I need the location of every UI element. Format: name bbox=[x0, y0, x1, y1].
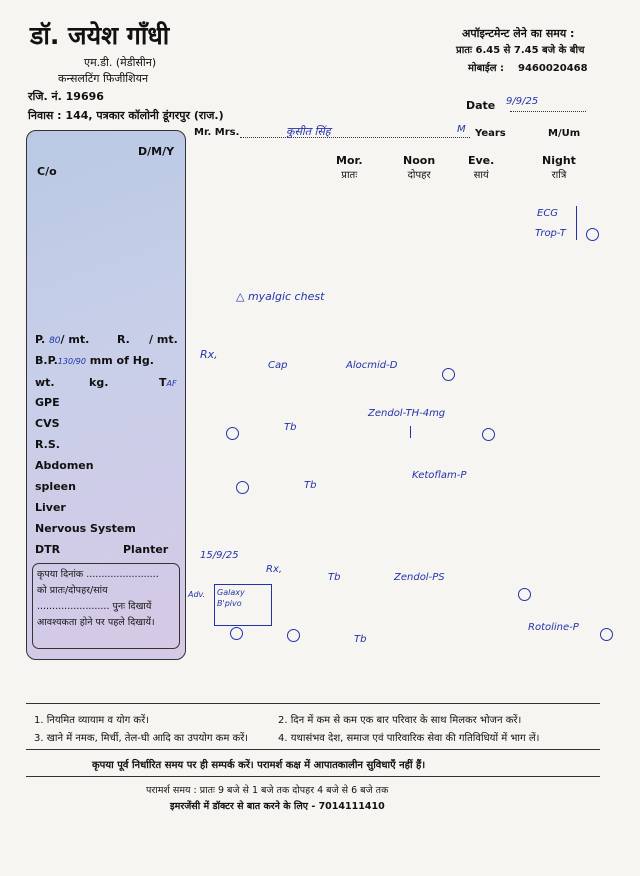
advice-bottom-rule bbox=[26, 776, 600, 777]
rs-label: R.S. bbox=[35, 438, 60, 451]
advice-1: 1. नियमित व्यायाम व योग करें। bbox=[34, 715, 149, 726]
weight-label: wt. bbox=[35, 376, 55, 389]
dmy-label: D/M/Y bbox=[138, 145, 175, 158]
sex-label: M/Um bbox=[548, 128, 581, 139]
date-value: 9/9/25 bbox=[506, 96, 539, 107]
drug-2-circle bbox=[226, 427, 239, 440]
co-label: C/o bbox=[37, 165, 57, 178]
slot-evening: Eve. सायं bbox=[468, 154, 495, 181]
note-divider bbox=[576, 206, 577, 240]
abdomen-label: Abdomen bbox=[35, 459, 94, 472]
note-rx: Rx, bbox=[200, 348, 218, 361]
emergency-contact: इमरजेंसी में डॉक्टर से बात करने के लिए - 7014111410 bbox=[170, 801, 385, 812]
clinic-address: निवास : 144, पत्रकार कॉलोनी डूंगरपुर (राज.) bbox=[28, 109, 224, 122]
years-label: Years bbox=[475, 128, 506, 139]
temp-label: TAF bbox=[159, 376, 177, 389]
kg-label: kg. bbox=[89, 376, 109, 389]
drug-3-circle bbox=[236, 481, 249, 494]
consult-hours: परामर्श समय : प्रातः 9 बजे से 1 बजे तक दोपहर 4 बजे से 6 बजे तक bbox=[146, 785, 389, 796]
resp-label: R. / mt. bbox=[117, 333, 178, 346]
cvs-label: CVS bbox=[35, 417, 60, 430]
drug-2-tab: Tb bbox=[284, 422, 297, 433]
appointment-note: कृपया पूर्व निर्धारित समय पर ही सम्पर्क करें। परामर्श कक्ष में आपातकालीन सुविधाएँ नहीं हैं। bbox=[92, 760, 426, 771]
note-rx-2: Rx, bbox=[266, 564, 283, 575]
mobile-label: मोबाईल : bbox=[468, 63, 505, 74]
note-drug-4: Zendol-PS bbox=[394, 572, 445, 583]
patient-label: Mr. Mrs. bbox=[194, 127, 240, 138]
note-cap: Cap bbox=[268, 360, 288, 371]
drug-3-tab: Tb bbox=[304, 480, 317, 491]
drug-2-dose-mark bbox=[410, 426, 411, 438]
doctor-degree: एम.डी. (मेडीसीन) bbox=[84, 56, 157, 69]
slot-morning: Mor. प्रातः bbox=[336, 154, 363, 181]
drug-2-dose-circle bbox=[482, 428, 495, 441]
advice-mid-rule bbox=[26, 749, 600, 750]
date-label: Date bbox=[466, 99, 496, 112]
appointment-timing: प्रातः 6.45 से 7.45 बजे के बीच bbox=[456, 45, 585, 56]
slot-night: Night रात्रि bbox=[542, 154, 576, 181]
mobile-row bbox=[468, 60, 588, 74]
followup-line-3: ........................ पुनः दिखायें bbox=[37, 601, 152, 612]
followup-box bbox=[32, 563, 180, 649]
bp-label: B.P.130/90 mm of Hg. bbox=[35, 354, 154, 367]
advice-4: 4. यथासंभव देश, समाज एवं पारिवारिक सेवा की गतिविधियों में भाग लें। bbox=[278, 733, 540, 744]
doctor-name: डॉ. जयेश गाँधी bbox=[30, 21, 170, 50]
note-circle-2 bbox=[287, 629, 300, 642]
followup-line-2: को प्रातः/दोपहर/सांय bbox=[37, 585, 108, 596]
note-ecg: ECG bbox=[537, 208, 559, 219]
followup-line-4: आवश्यकता होने पर पहले दिखायें। bbox=[37, 617, 155, 628]
note-tab: Tb bbox=[328, 572, 341, 583]
planter-label: Planter bbox=[123, 543, 169, 556]
note-trop: Trop-T bbox=[535, 228, 566, 239]
advice-2: 2. दिन में कम से कम एक बार परिवार के साथ मिलकर भोजन करें। bbox=[278, 715, 522, 726]
note-date-2: 15/9/25 bbox=[200, 550, 239, 561]
drug-1-dose-circle bbox=[442, 368, 455, 381]
note-drug-5: Rotoline-P bbox=[528, 622, 579, 633]
dtr-label: DTR bbox=[35, 543, 61, 556]
note-drug-2: Zendol-TH-4mg bbox=[368, 408, 446, 419]
patient-name: कुसीत सिंह bbox=[286, 125, 331, 138]
adv-circle bbox=[230, 627, 243, 640]
note-circle-mark bbox=[586, 228, 599, 241]
nervous-system-label: Nervous System bbox=[35, 522, 136, 535]
doctor-specialty: कन्सलटिंग फिजीशियन bbox=[58, 72, 149, 85]
advice-3: 3. खाने में नमक, मिर्ची, तेल-घी आदि का उपयोग कम करें। bbox=[34, 733, 249, 744]
gpe-label: GPE bbox=[35, 396, 60, 409]
note-drug-3: Ketoflam-P bbox=[412, 470, 467, 481]
mobile-number: 9460020468 bbox=[517, 63, 588, 74]
note-diagnosis: △ myalgic chest bbox=[236, 290, 325, 303]
drug-5-tab: Tb bbox=[354, 634, 367, 645]
examination-panel bbox=[26, 130, 186, 660]
slot-noon: Noon दोपहर bbox=[403, 154, 436, 181]
liver-label: Liver bbox=[35, 501, 66, 514]
drug-5-dose-circle bbox=[600, 628, 613, 641]
drug-4-dose-circle bbox=[518, 588, 531, 601]
registration-number: रजि. नं. 19696 bbox=[28, 90, 104, 103]
note-drug-1: Alocmid-D bbox=[346, 360, 398, 371]
appointment-title: अपॉइन्टमेन्ट लेने का समय : bbox=[462, 27, 575, 40]
patient-age: M bbox=[457, 124, 466, 135]
advice-top-rule bbox=[26, 703, 600, 704]
note-adv: Adv. bbox=[188, 590, 206, 599]
date-line bbox=[510, 111, 586, 112]
patient-name-line bbox=[240, 137, 470, 138]
followup-line-1: कृपया दिनांक ........................ bbox=[37, 569, 159, 580]
spleen-label: spleen bbox=[35, 480, 76, 493]
note-adv-box: Galaxy B'pivo bbox=[214, 584, 272, 626]
pulse-label: P. 80/ mt. bbox=[35, 333, 90, 346]
